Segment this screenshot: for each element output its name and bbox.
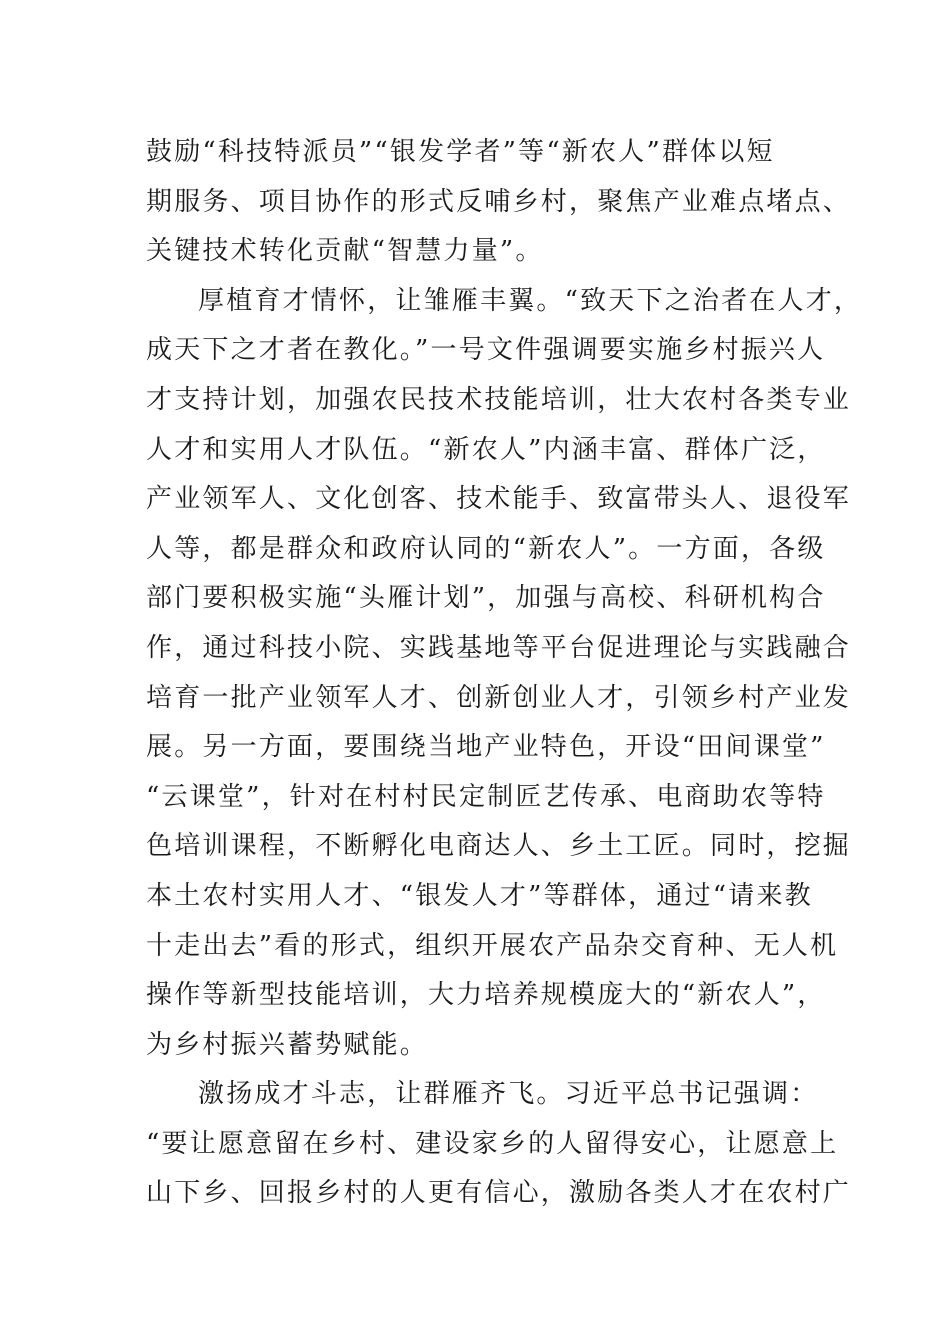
text-line: 作，通过科技小院、实践基地等平台促进理论与实践融合 bbox=[146, 632, 852, 663]
text-line: 成天下之才者在教化。”一号文件强调要实施乡村振兴人 bbox=[146, 335, 826, 366]
text-line: 培育一批产业领军人才、创新创业人才，引领乡村产业发 bbox=[146, 682, 852, 713]
document-body bbox=[146, 128, 863, 1219]
text-line: 才支持计划，加强农民技术技能培训，壮大农村各类专业 bbox=[146, 384, 852, 415]
text-line: 鼓励“科技特派员”“银发学者”等“新农人”群体以短 bbox=[146, 137, 775, 167]
text-line: 山下乡、回报乡村的人更有信心，激励各类人才在农村广 bbox=[146, 1178, 852, 1209]
paragraph-2 bbox=[146, 277, 863, 1071]
paragraph-1 bbox=[146, 128, 852, 277]
text-line: 色培训课程，不断孵化电商达人、乡土工匠。同时，挖掘 bbox=[146, 831, 852, 862]
text-line: “要让愿意留在乡村、建设家乡的人留得安心，让愿意上 bbox=[146, 1128, 839, 1159]
text-line: “云课堂”，针对在村村民定制匠艺传承、电商助农等特 bbox=[146, 781, 826, 812]
text-line: 本土农村实用人才、“银发人才”等群体，通过“请来教 bbox=[146, 880, 813, 911]
text-line: 期服务、项目协作的形式反哺乡村，聚焦产业难点堵点、 bbox=[146, 186, 852, 217]
text-line: 产业领军人、文化创客、技术能手、致富带头人、退役军 bbox=[146, 484, 852, 515]
text-line: 展。另一方面，要围绕当地产业特色，开设“田间课堂” bbox=[146, 732, 826, 763]
text-line: 为乡村振兴蓄势赋能。 bbox=[146, 1029, 429, 1060]
text-line: 厚植育才情怀，让雏雁丰翼。“致天下之治者在人才， bbox=[198, 285, 863, 316]
paragraph-3 bbox=[146, 1070, 852, 1219]
text-line: 关键技术转化贡献“智慧力量”。 bbox=[146, 236, 544, 267]
text-line: 人才和实用人才队伍。“新农人”内涵丰富、群体广泛， bbox=[146, 434, 826, 465]
text-line: 激扬成才斗志，让群雁齐飞。习近平总书记强调： bbox=[198, 1079, 819, 1110]
text-line: 操作等新型技能培训，大力培养规模庞大的“新农人”， bbox=[146, 980, 826, 1011]
text-line: 人等，都是群众和政府认同的“新农人”。一方面，各级 bbox=[146, 533, 826, 564]
text-line: 十走出去”看的形式，组织开展农产品杂交育种、无人机 bbox=[146, 930, 839, 961]
text-line: 部门要积极实施“头雁计划”，加强与高校、科研机构合 bbox=[146, 583, 826, 614]
